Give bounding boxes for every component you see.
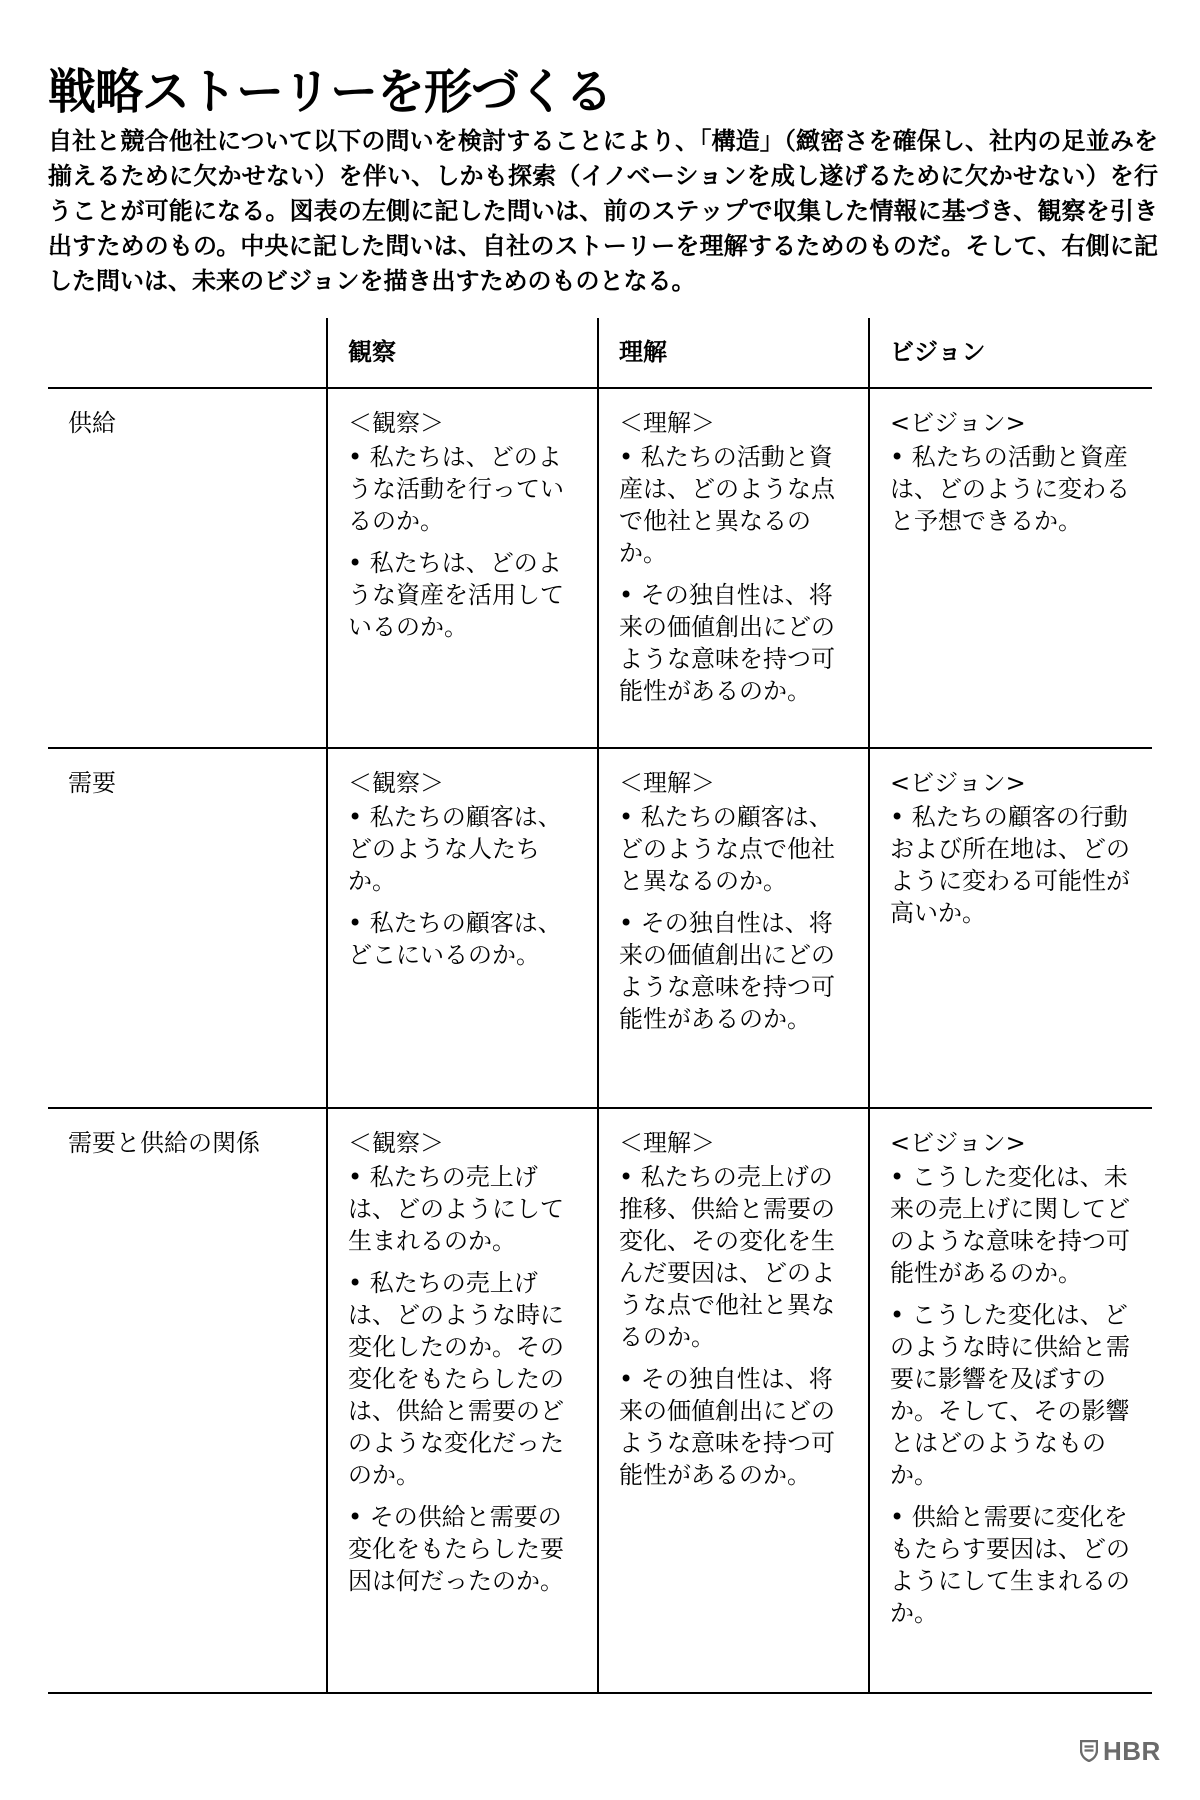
cell-tag: ＜観察＞ bbox=[348, 409, 444, 437]
cell-relation-vision bbox=[868, 1109, 1152, 1694]
question-item: • 私たちの顧客は、どのような人たちか。 bbox=[348, 803, 562, 895]
question-item: • 私たちの売上げは、どのような時に変化したのか。その変化をもたらしたのは、供給と需要のどのような変化だったのか。 bbox=[348, 1269, 564, 1489]
page-title: 戦略ストーリーを形づくる bbox=[48, 64, 613, 121]
cell-demand-vision bbox=[868, 749, 1152, 1109]
question-item: • 私たちの顧客は、どこにいるのか。 bbox=[348, 909, 562, 969]
cell-supply-understanding bbox=[597, 389, 868, 749]
question-item: • その供給と需要の変化をもたらした要因は何だったのか。 bbox=[348, 1503, 564, 1595]
header-vision: ビジョン bbox=[868, 318, 1152, 389]
hbr-logo bbox=[1080, 1736, 1161, 1766]
question-item: • その独自性は、将来の価値創出にどのような意味を持つ可能性があるのか。 bbox=[619, 1365, 835, 1489]
cell-demand-understanding bbox=[597, 749, 868, 1109]
question-item: • こうした変化は、未来の売上げに関してどのような意味を持つ可能性があるのか。 bbox=[890, 1163, 1130, 1287]
header-understanding: 理解 bbox=[597, 318, 868, 389]
cell-tag: <ビジョン> bbox=[890, 769, 1026, 797]
question-item: • 供給と需要に変化をもたらす要因は、どのようにして生まれるのか。 bbox=[890, 1503, 1130, 1627]
cell-tag: <ビジョン> bbox=[890, 409, 1026, 437]
cell-tag: ＜理解＞ bbox=[619, 409, 715, 437]
logo-text: HBR bbox=[1103, 1735, 1161, 1766]
question-item: • 私たちの顧客は、どのような点で他社と異なるのか。 bbox=[619, 803, 835, 895]
shield-icon bbox=[1080, 1740, 1098, 1762]
row-label-demand: 需要 bbox=[48, 749, 326, 1109]
header-cell-empty bbox=[48, 318, 326, 389]
question-item: • 私たちの活動と資産は、どのように変わると予想できるか。 bbox=[890, 443, 1130, 535]
question-item: • 私たちは、どのような資産を活用しているのか。 bbox=[348, 549, 564, 641]
header-observation: 観察 bbox=[326, 318, 597, 389]
question-item: • こうした変化は、どのような時に供給と需要に影響を及ぼすのか。そして、その影響とはどのようなものか。 bbox=[890, 1301, 1130, 1489]
question-item: • その独自性は、将来の価値創出にどのような意味を持つ可能性があるのか。 bbox=[619, 581, 835, 705]
question-item: • 私たちの売上げの推移、供給と需要の変化、その変化を生んだ要因は、どのような点で他社と異なるのか。 bbox=[619, 1163, 835, 1351]
cell-tag: ＜理解＞ bbox=[619, 1129, 715, 1157]
cell-tag: ＜観察＞ bbox=[348, 769, 444, 797]
question-item: • その独自性は、将来の価値創出にどのような意味を持つ可能性があるのか。 bbox=[619, 909, 835, 1033]
intro-paragraph: 自社と競合他社について以下の問いを検討することにより、「構造」（緻密さを確保し、社内の足並みを揃えるために欠かせない）を伴い、しかも探索（イノベーションを成し遂げるために欠かせない）を行うことが可能になる。図表の左側に記した問いは、前のステップで収集した情報に基づき、観察を引き出すためのもの。中央に記した問いは、自社のストーリーを理解するためのものだ。そして、右側に記した問いは、未来のビジョンを描き出すためのものとなる。 bbox=[48, 127, 1158, 295]
cell-supply-vision bbox=[868, 389, 1152, 749]
question-item: • 私たちの顧客の行動および所在地は、どのように変わる可能性が高いか。 bbox=[890, 803, 1130, 927]
row-label-supply-demand-relation: 需要と供給の関係 bbox=[48, 1109, 326, 1694]
question-item: • 私たちの活動と資産は、どのような点で他社と異なるのか。 bbox=[619, 443, 835, 567]
cell-supply-observation bbox=[326, 389, 597, 749]
question-item: • 私たちは、どのような活動を行っているのか。 bbox=[348, 443, 564, 535]
strategy-question-table bbox=[48, 318, 1152, 1694]
cell-relation-understanding bbox=[597, 1109, 868, 1694]
cell-tag: <ビジョン> bbox=[890, 1129, 1026, 1157]
cell-demand-observation bbox=[326, 749, 597, 1109]
cell-relation-observation bbox=[326, 1109, 597, 1694]
cell-tag: ＜観察＞ bbox=[348, 1129, 444, 1157]
question-item: • 私たちの売上げは、どのようにして生まれるのか。 bbox=[348, 1163, 564, 1255]
row-label-supply: 供給 bbox=[48, 389, 326, 749]
cell-tag: ＜理解＞ bbox=[619, 769, 715, 797]
